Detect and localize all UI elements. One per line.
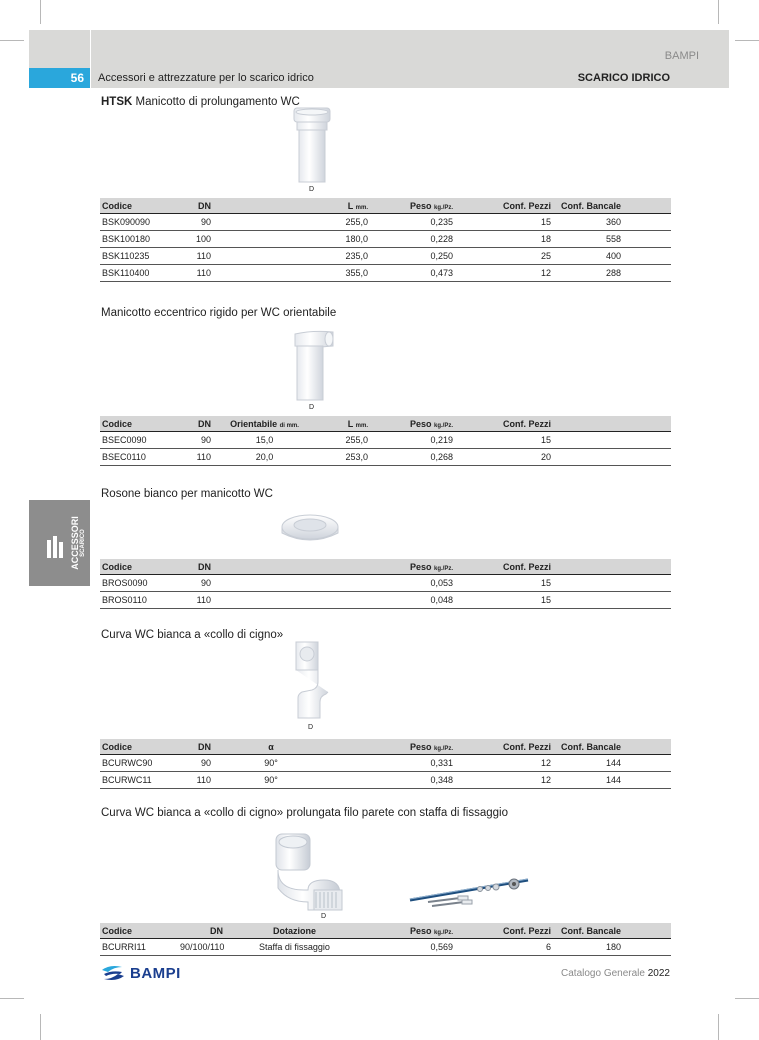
section-category: SCARICO IDRICO	[577, 72, 670, 84]
side-tab-label: ACCESSORI SCARICO	[70, 516, 86, 570]
product-title-eccentric: Manicotto eccentrico rigido per WC orientabile	[101, 307, 337, 319]
col-header: L mm.	[342, 198, 370, 214]
crop-mark	[735, 40, 759, 41]
spec-table-rosone	[100, 559, 671, 609]
col-header: L mm.	[316, 416, 370, 432]
table-row: BSK110235 110 235,0 0,250 25 400	[100, 248, 671, 265]
crop-mark	[0, 998, 24, 999]
col-header: Codice	[100, 416, 170, 432]
pipe-fitting-icon	[45, 536, 65, 560]
col-header: Peso kg./Pz.	[364, 923, 455, 939]
crop-mark	[718, 1014, 719, 1040]
col-header: Peso kg./Pz.	[213, 559, 455, 575]
table-header	[100, 416, 671, 432]
col-header: Peso kg./Pz.	[370, 416, 455, 432]
crop-mark	[40, 0, 41, 24]
catalog-footer: Catalogo Generale 2022	[561, 968, 670, 979]
extended-swan-neck-image	[268, 832, 356, 912]
bampi-logo-text: BAMPI	[130, 964, 181, 982]
white-rosette-image	[278, 505, 342, 545]
spec-table-curva	[100, 739, 671, 789]
crop-mark	[0, 40, 24, 41]
col-header: α	[213, 739, 329, 755]
col-header: DN	[178, 559, 213, 575]
bampi-logo-icon	[100, 964, 126, 982]
table-header	[100, 198, 671, 214]
eccentric-sleeve-image	[289, 330, 335, 402]
section-title: Accessori e attrezzature per lo scarico idrico	[98, 72, 314, 84]
col-header: Codice	[100, 739, 178, 755]
wc-extension-sleeve-image	[288, 108, 336, 184]
col-header: Conf. Pezzi	[455, 739, 553, 755]
crop-mark	[718, 0, 719, 24]
product-title-curva: Curva WC bianca a «collo di cigno»	[101, 629, 284, 641]
table-row: BCURWC11 110 90° 0,348 12 144	[100, 772, 671, 789]
col-header	[213, 198, 342, 214]
dimension-label: D	[309, 404, 315, 411]
table-row: BSEC0090 90 15,0 255,0 0,219 15	[100, 432, 671, 449]
fixing-bracket-image	[408, 872, 532, 908]
col-header: DN	[170, 416, 213, 432]
col-header: Conf. Bancale	[553, 923, 623, 939]
product-title-rosone: Rosone bianco per manicotto WC	[101, 488, 273, 500]
col-header: Conf. Pezzi	[455, 923, 553, 939]
col-header: Codice	[100, 923, 178, 939]
col-header: Orientabile di mm.	[213, 416, 316, 432]
crop-mark	[40, 1014, 41, 1040]
table-row: BSK110400 110 355,0 0,473 12 288	[100, 265, 671, 282]
page-number: 56	[29, 68, 90, 88]
col-header: Conf. Bancale	[553, 198, 623, 214]
table-row: BCURWC90 90 90° 0,331 12 144	[100, 755, 671, 772]
col-header: Peso kg./Pz.	[329, 739, 455, 755]
product-title-curva-prolungata: Curva WC bianca a «collo di cigno» prolungata filo parete con staffa di fissaggio	[101, 807, 508, 819]
col-header: Conf. Pezzi	[455, 559, 553, 575]
table-row: BSK090090 90 255,0 0,235 15 360	[100, 214, 671, 231]
table-row: BROS0110 110 0,048 15	[100, 592, 671, 609]
col-header: DN	[178, 739, 213, 755]
table-header	[100, 923, 671, 939]
spec-table-eccentric	[100, 416, 671, 466]
table-row: BROS0090 90 0,053 15	[100, 575, 671, 592]
dimension-label: D	[309, 186, 315, 193]
col-header: DN	[178, 198, 213, 214]
col-header: Conf. Bancale	[553, 739, 623, 755]
table-header	[100, 559, 671, 575]
dimension-label: D	[321, 913, 327, 920]
col-header: Conf. Pezzi	[455, 198, 553, 214]
dimension-label: D	[308, 724, 314, 731]
col-header: Peso kg./Pz.	[370, 198, 455, 214]
crop-mark	[735, 998, 759, 999]
col-header: Codice	[100, 198, 178, 214]
spec-table-htsk	[100, 198, 671, 282]
col-header: Conf. Pezzi	[455, 416, 553, 432]
table-row: BSEC0110 110 20,0 253,0 0,268 20	[100, 449, 671, 466]
header-brand: BAMPI	[664, 50, 699, 62]
spec-table-curva-prolungata	[100, 923, 671, 956]
col-header: Dotazione	[225, 923, 364, 939]
table-row: BSK100180 100 180,0 0,228 18 558	[100, 231, 671, 248]
table-row: BCURRI11 90/100/110 Staffa di fissaggio 0,569 6 180	[100, 939, 671, 956]
side-tab	[29, 500, 90, 586]
table-header	[100, 739, 671, 755]
col-header: DN	[178, 923, 225, 939]
product-title-htsk: HTSK Manicotto di prolungamento WC	[101, 96, 300, 108]
bampi-logo	[100, 963, 181, 983]
col-header: Codice	[100, 559, 178, 575]
swan-neck-bend-image	[292, 640, 332, 720]
